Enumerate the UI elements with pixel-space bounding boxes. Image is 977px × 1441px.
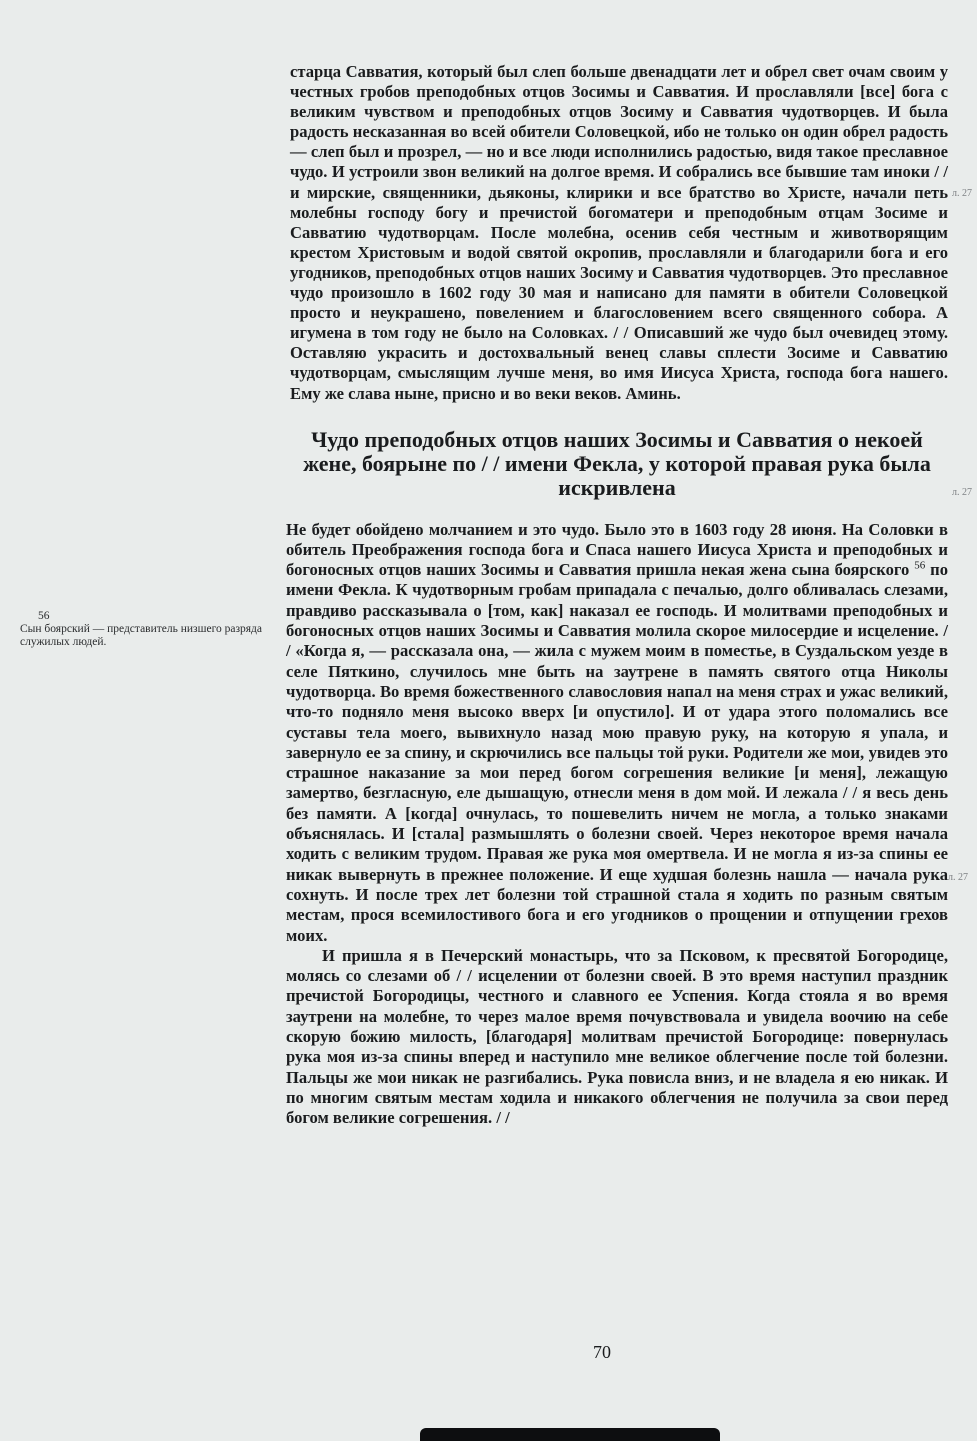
footnote [20, 610, 270, 649]
footnote-text: Сын боярский — представитель низшего разряда служилых людей. [20, 623, 263, 648]
footnote-number: 56 [38, 610, 50, 622]
footnote-reference[interactable]: 56 [914, 559, 926, 572]
scan-edge-shadow [420, 1428, 720, 1441]
paragraph-2-start: Не будет обойдено молчанием и это чудо. Было это в 1603 году 28 июня. На Соловки в обитель Преображения господа бога и Спаса нашего Иисуса Христа и преподобных и богоносных отцов наших Зосимы и Савватия пришла некая жена сына боярского [286, 519, 948, 580]
main-text-column [286, 62, 948, 1129]
chapter-heading: Чудо преподобных отцов наших Зосимы и Савватия о некоей жене, боярыне по / / имени Фекла, у которой правая рука была искривлена [303, 426, 931, 500]
paragraph-2 [286, 520, 948, 946]
page-number: 70 [593, 1342, 611, 1362]
margin-folio-mark: л. 27 [952, 188, 972, 199]
margin-folio-mark: л. 27 [952, 487, 972, 498]
paragraph-2-rest: по имени Фекла. К чудотворным гробам припадала с печалью, долго обливалась слезами, правдиво рассказывала о [том, как] наказал ее господь. И молитвами преподобных и богоносных отцов наших Зосимы и Савватия молила скорое милосердие и исцеление. / / «Когда я, — рассказала она, — жила с мужем моим в поместье, в Суздальском уезде в селе Пяткино, случилось мне быть на заутрене в память святого отца Николы чудотворца. Во время божественного славословия напал на меня страх и ужас великий, что-то подняло меня высоко вверх [и опустило]. И от удара этого поломались все суставы тела моего, вывихнуло назад мою правую руку, на которую я упала, и завернуло ее за спину, и скрючились все пальцы той руки. Родители же мои, увидев это страшное наказание за мои перед богом согрешения великие [и меня], лежащую замертво, безгласную, еле дышащую, отнесли меня в дом мой. И лежала / / я весь день без памяти. А [когда] очнулась, то пошевелить ничем не могла, а только знаками объяснялась. И [стала] размышлять о болезни своей. Через некоторое время начала ходить с великим трудом. Правая же рука моя омертвела. И не могла я из-за спины ее никак вывернуть в прежнее положение. И еще худшая болезнь нашла — начала рука сохнуть. И после трех лет болезни той страшной стала я ходить по разным святым местам, прося всемилостивого бога и его угодников о прощении и отпущении грехов моих. [286, 560, 948, 945]
paragraph-3: И пришла я в Печерский монастырь, что за Псковом, к пресвятой Богородице, молясь со слезами об / / исцелении от болезни своей. В это время наступил праздник пречистой Богородицы, честного и славного ее Успения. Когда стояла я во время заутрени на молебне, то через малое время почувствовала и увидела воочию на себе скорую божию милость, [благодаря] молитвам пречистой Богородице: повернулась рука моя из-за спины вперед и наступило мне великое облегчение после той болезни. Пальцы же мои никак не разгибались. Рука повисла вниз, и не владела я ею никак. И по многим святым местам ходила и никакого облегчения не получила за свои перед богом великие согрешения. / / [286, 945, 948, 1128]
paragraph-1: старца Савватия, который был слеп больше двенадцати лет и обрел свет очам своим у честных гробов преподобных отцов Зосимы и Савватия. И прославляли [все] бога с великим чувством и преподобных отцов Зосиму и Савватия чудотворцев. И была радость несказанная во всей обители Соловецкой, ибо не только он один обрел радость — слеп был и прозрел, — но и все люди исполнились радостью, видя такое преславное чудо. И устроили звон великий на долгое время. И собрались все бывшие там иноки / / и мирские, священники, дьяконы, клирики и все братство во Христе, начали петь молебны господу богу и пречистой богоматери и преподобным отцам Зосиме и Савватию чудотворцам. После молебна, осенив себя честным и животворящим крестом Христовым и водой святой окропив, прославляли и благодарили бога и его угодников, преподобных отцов наших Зосиму и Савватия чудотворцев. Это преславное чудо произошло в 1602 году 30 мая и написано для памяти в обители Соловецкой просто и неукрашено, повелением и благословением всего священного собора. А игумена в том году не было на Соловках. / / Описавший же чудо был очевидец этому. Оставляю украсить и достохвальный венец славы сплести Зосиме и Савватию чудотворцам, смыслящим лучше меня, во имя Иисуса Христа, господа бога нашего. Ему же слава ныне, присно и во веки веков. Аминь. [290, 62, 948, 403]
margin-folio-mark: л. 27 [948, 872, 968, 883]
